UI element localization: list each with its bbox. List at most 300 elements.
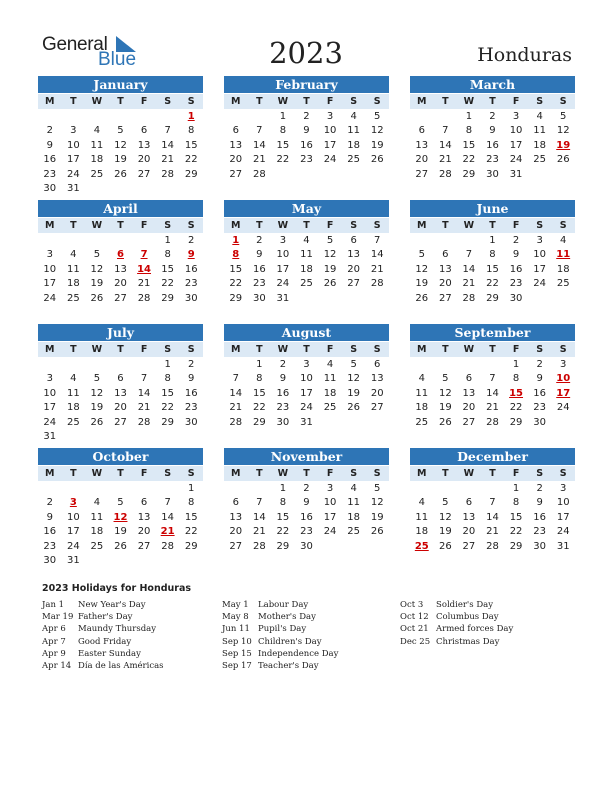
day-cell: 8: [164, 373, 171, 385]
day-cell: 8: [188, 497, 195, 509]
weekday-label: T: [489, 220, 496, 231]
day-cell: 12: [370, 497, 384, 509]
empty-cell: [85, 482, 109, 496]
day-cell: 20: [462, 402, 476, 414]
holiday-row: [42, 599, 164, 611]
day-cell: 19: [370, 139, 384, 151]
day-cell: 7: [256, 497, 263, 509]
day-cell: 22: [276, 154, 290, 166]
day-cell: 19: [347, 387, 360, 399]
day-cell: 17: [323, 511, 337, 523]
day-cell: 7: [140, 373, 148, 385]
day-cell: 9: [46, 511, 53, 523]
day-cell: 25: [415, 416, 429, 428]
weekday-label: M: [417, 468, 427, 479]
empty-cell: [132, 110, 156, 124]
day-cell: 4: [418, 497, 425, 509]
day-cell: 13: [462, 387, 476, 399]
day-cell: 6: [465, 497, 473, 509]
day-cell: 23: [43, 168, 57, 180]
weekday-label: M: [417, 96, 427, 107]
weekday-label: S: [164, 468, 172, 479]
day-cell: 10: [533, 249, 546, 261]
day-cell: 2: [46, 497, 53, 509]
holiday-name: Labour Day: [258, 600, 309, 610]
day-cell: 21: [137, 278, 151, 290]
empty-cell: [457, 234, 481, 248]
day-cell: 3: [326, 111, 334, 122]
month-july: [38, 324, 203, 444]
day-cell: 27: [229, 540, 243, 552]
day-cell: 30: [486, 168, 499, 180]
day-cell: 18: [533, 139, 546, 151]
day-grid: [38, 110, 203, 196]
day-cell: 22: [161, 402, 174, 414]
day-cell: 28: [252, 168, 266, 180]
day-cell: 18: [347, 139, 360, 151]
day-cell: 13: [137, 511, 151, 523]
holiday-row: [42, 636, 164, 648]
weekday-header: [224, 342, 389, 357]
day-cell: 16: [300, 511, 313, 523]
day-cell: 24: [43, 416, 57, 428]
month-october: [38, 448, 203, 568]
weekday-header: [410, 466, 575, 481]
day-cell: 13: [415, 139, 429, 151]
empty-cell: [109, 234, 133, 248]
day-cell: 31: [43, 430, 57, 442]
day-cell: 5: [93, 373, 101, 385]
weekday-label: S: [536, 220, 544, 231]
day-cell: 6: [465, 373, 473, 385]
day-cell: 14: [161, 511, 174, 523]
day-cell: 3: [512, 111, 520, 122]
month-name: April: [38, 200, 203, 217]
holiday-date: May 1: [222, 600, 249, 610]
holiday-date: Apr 6: [42, 624, 66, 635]
day-cell: 28: [370, 278, 384, 290]
day-cell: 16: [252, 263, 266, 275]
day-cell: 15: [252, 387, 266, 399]
year-title: 2023: [269, 36, 343, 70]
day-cell: 24: [323, 154, 337, 166]
day-cell: 1: [279, 111, 287, 122]
holiday-row: [42, 611, 164, 623]
day-cell: 17: [533, 263, 546, 275]
day-cell: 21: [486, 402, 499, 414]
day-cell: 3: [560, 359, 567, 370]
day-cell: 19: [438, 526, 452, 538]
holiday-name: Día de las Américas: [78, 660, 164, 671]
holiday-date: Jan 1: [42, 600, 65, 610]
day-cell: 30: [533, 416, 546, 428]
day-cell: 25: [347, 154, 360, 166]
day-cell: 5: [442, 497, 449, 509]
day-cell: 20: [415, 154, 429, 166]
weekday-label: T: [442, 344, 449, 355]
weekday-header: [224, 218, 389, 233]
holiday-name: Soldier's Day: [436, 600, 493, 610]
day-cell: 30: [184, 416, 198, 428]
day-cell: 15: [486, 263, 499, 275]
day-cell: 16: [533, 511, 546, 523]
day-cell: 31: [556, 540, 570, 552]
day-cell: 21: [486, 526, 499, 538]
day-cell: 10: [323, 497, 337, 509]
day-cell: 8: [279, 125, 287, 137]
weekday-label: F: [140, 344, 148, 355]
weekday-label: T: [70, 220, 77, 231]
empty-cell: [434, 110, 458, 124]
day-cell: 13: [137, 139, 151, 151]
day-cell: 24: [276, 278, 290, 290]
day-cell: 13: [347, 249, 360, 261]
day-cell: 2: [536, 359, 543, 370]
weekday-label: S: [187, 344, 195, 355]
holiday-day-cell: 15: [509, 387, 524, 399]
holiday-row: [222, 623, 338, 635]
weekday-label: W: [91, 96, 103, 107]
day-cell: 22: [184, 526, 198, 538]
day-cell: 11: [90, 511, 104, 523]
weekday-label: T: [303, 96, 310, 107]
holiday-day-cell: 21: [160, 526, 175, 538]
empty-cell: [434, 482, 458, 496]
day-cell: 30: [43, 182, 57, 194]
day-cell: 30: [252, 292, 266, 304]
empty-cell: [85, 110, 109, 124]
day-cell: 22: [276, 526, 290, 538]
holiday-date: Apr 9: [42, 648, 66, 659]
day-cell: 21: [370, 263, 384, 275]
day-cell: 1: [164, 235, 171, 246]
day-cell: 27: [370, 402, 384, 414]
weekday-label: T: [70, 344, 77, 355]
holiday-row: [222, 599, 338, 611]
empty-cell: [62, 482, 86, 496]
weekday-label: T: [70, 96, 77, 107]
day-cell: 28: [161, 168, 174, 180]
day-cell: 14: [486, 387, 499, 399]
weekday-label: W: [277, 220, 289, 231]
holiday-date: Sep 17: [222, 660, 252, 671]
day-cell: 23: [533, 526, 546, 538]
day-cell: 13: [370, 373, 384, 385]
day-cell: 23: [43, 540, 57, 552]
day-cell: 10: [43, 387, 57, 399]
day-cell: 18: [66, 402, 80, 414]
weekday-label: W: [463, 468, 475, 479]
day-cell: 14: [137, 387, 151, 399]
weekday-label: T: [256, 220, 263, 231]
day-cell: 15: [184, 511, 198, 523]
weekday-label: M: [45, 96, 55, 107]
month-name: October: [38, 448, 203, 465]
day-cell: 11: [347, 497, 360, 509]
day-grid: [410, 110, 575, 182]
day-cell: 31: [276, 292, 290, 304]
day-cell: 16: [184, 263, 198, 275]
day-cell: 7: [232, 373, 239, 385]
day-cell: 24: [533, 278, 546, 290]
empty-cell: [85, 358, 109, 372]
day-cell: 18: [556, 263, 570, 275]
day-cell: 1: [465, 111, 473, 122]
day-cell: 10: [66, 139, 80, 151]
day-cell: 8: [256, 373, 263, 385]
day-cell: 9: [256, 249, 263, 261]
day-cell: 29: [252, 416, 266, 428]
day-cell: 15: [229, 263, 243, 275]
day-cell: 29: [184, 168, 198, 180]
weekday-label: S: [187, 96, 195, 107]
weekday-label: T: [442, 468, 449, 479]
empty-cell: [156, 110, 180, 124]
day-cell: 24: [66, 168, 80, 180]
day-cell: 24: [43, 292, 57, 304]
day-cell: 11: [300, 249, 313, 261]
day-cell: 18: [90, 526, 104, 538]
holiday-row: [400, 623, 513, 635]
day-cell: 8: [489, 249, 496, 261]
holiday-date: Jun 11: [222, 624, 250, 635]
empty-cell: [132, 482, 156, 496]
weekday-label: S: [536, 96, 544, 107]
weekday-label: T: [489, 468, 496, 479]
day-cell: 23: [300, 154, 313, 166]
day-cell: 2: [536, 483, 543, 494]
day-cell: 18: [323, 387, 337, 399]
day-cell: 30: [533, 540, 546, 552]
day-cell: 4: [93, 497, 101, 509]
day-cell: 8: [512, 373, 520, 385]
holiday-name: Pupil's Day: [258, 624, 307, 635]
empty-cell: [132, 234, 156, 248]
day-cell: 5: [442, 373, 449, 385]
holiday-day-cell: 14: [137, 263, 152, 275]
day-cell: 16: [486, 139, 499, 151]
month-august: [224, 324, 389, 430]
holiday-name: Good Friday: [78, 636, 132, 647]
day-cell: 29: [509, 416, 523, 428]
day-cell: 27: [137, 540, 151, 552]
day-cell: 21: [137, 402, 151, 414]
day-cell: 3: [326, 483, 334, 494]
day-cell: 14: [252, 139, 266, 151]
empty-cell: [434, 234, 458, 248]
day-cell: 22: [509, 402, 523, 414]
day-cell: 16: [184, 387, 198, 399]
empty-cell: [85, 234, 109, 248]
day-cell: 31: [66, 182, 80, 194]
day-cell: 2: [303, 111, 310, 122]
weekday-label: F: [512, 344, 520, 355]
day-cell: 27: [114, 292, 127, 304]
weekday-label: T: [442, 96, 449, 107]
weekday-label: T: [117, 220, 124, 231]
day-cell: 27: [347, 278, 360, 290]
month-name: February: [224, 76, 389, 93]
holiday-name: Teacher's Day: [258, 660, 319, 671]
day-grid: [224, 482, 389, 554]
day-cell: 9: [489, 125, 496, 137]
holidays-title: 2023 Holidays for Honduras: [42, 583, 192, 594]
day-cell: 12: [347, 373, 360, 385]
month-name: December: [410, 448, 575, 465]
day-cell: 3: [279, 235, 287, 246]
day-cell: 25: [323, 402, 337, 414]
weekday-label: T: [256, 468, 263, 479]
day-grid: [224, 234, 389, 306]
empty-cell: [38, 234, 62, 248]
day-cell: 8: [279, 497, 287, 509]
holiday-name: Christmas Day: [436, 636, 500, 647]
day-cell: 4: [70, 249, 77, 261]
day-cell: 5: [560, 111, 567, 122]
empty-cell: [457, 358, 481, 372]
day-cell: 20: [137, 526, 151, 538]
day-cell: 27: [462, 540, 476, 552]
day-cell: 16: [533, 387, 546, 399]
empty-cell: [38, 482, 62, 496]
weekday-label: F: [326, 96, 334, 107]
day-cell: 17: [66, 154, 80, 166]
day-cell: 6: [418, 125, 425, 137]
month-june: [410, 200, 575, 306]
day-cell: 26: [114, 540, 127, 552]
weekday-label: T: [303, 468, 310, 479]
day-cell: 28: [462, 292, 476, 304]
weekday-label: W: [91, 344, 103, 355]
day-cell: 20: [137, 154, 151, 166]
month-name: May: [224, 200, 389, 217]
day-cell: 14: [438, 139, 452, 151]
day-cell: 20: [462, 526, 476, 538]
day-cell: 3: [46, 373, 53, 385]
day-cell: 5: [117, 125, 124, 137]
weekday-label: T: [256, 344, 263, 355]
day-cell: 19: [415, 278, 429, 290]
day-cell: 30: [300, 540, 313, 552]
weekday-label: S: [536, 468, 544, 479]
month-name: September: [410, 324, 575, 341]
day-cell: 5: [418, 249, 425, 261]
weekday-label: M: [45, 344, 55, 355]
holiday-name: Easter Sunday: [78, 648, 141, 659]
empty-cell: [434, 358, 458, 372]
day-cell: 12: [438, 387, 452, 399]
day-cell: 21: [462, 278, 476, 290]
day-cell: 25: [300, 278, 313, 290]
day-cell: 6: [140, 125, 148, 137]
holiday-row: [222, 611, 338, 623]
weekday-label: F: [512, 468, 520, 479]
weekday-label: S: [559, 220, 567, 231]
day-cell: 12: [323, 249, 337, 261]
day-cell: 26: [90, 292, 104, 304]
empty-cell: [481, 482, 505, 496]
day-cell: 24: [323, 526, 337, 538]
holiday-day-cell: 19: [556, 139, 571, 151]
day-cell: 10: [509, 125, 523, 137]
day-cell: 15: [509, 511, 523, 523]
day-cell: 1: [489, 235, 496, 246]
day-cell: 2: [188, 235, 195, 246]
day-cell: 4: [536, 111, 543, 122]
day-cell: 3: [70, 125, 77, 137]
day-cell: 15: [276, 511, 290, 523]
day-cell: 8: [512, 497, 520, 509]
weekday-label: M: [417, 344, 427, 355]
day-cell: 18: [300, 263, 313, 275]
holiday-name: Columbus Day: [436, 612, 499, 623]
empty-cell: [457, 482, 481, 496]
day-cell: 25: [66, 416, 80, 428]
month-name: January: [38, 76, 203, 93]
holiday-name: Armed forces Day: [436, 624, 514, 635]
day-cell: 29: [509, 540, 523, 552]
holiday-name: Independence Day: [258, 648, 339, 659]
weekday-label: W: [277, 468, 289, 479]
day-cell: 12: [90, 263, 104, 275]
day-cell: 3: [536, 235, 543, 246]
day-cell: 23: [533, 402, 546, 414]
day-cell: 23: [184, 278, 198, 290]
day-cell: 16: [43, 154, 57, 166]
day-grid: [224, 358, 389, 430]
day-cell: 13: [462, 511, 476, 523]
day-cell: 10: [323, 125, 337, 137]
day-cell: 8: [164, 249, 171, 261]
day-grid: [38, 482, 203, 568]
holiday-row: [400, 599, 513, 611]
day-cell: 10: [66, 511, 80, 523]
weekday-label: T: [70, 468, 77, 479]
holiday-day-cell: 25: [414, 540, 429, 552]
day-cell: 12: [415, 263, 429, 275]
day-cell: 1: [512, 359, 520, 370]
day-cell: 29: [462, 168, 476, 180]
day-cell: 26: [370, 526, 384, 538]
day-cell: 19: [114, 154, 127, 166]
day-cell: 17: [300, 387, 313, 399]
day-cell: 28: [229, 416, 243, 428]
weekday-label: T: [117, 96, 124, 107]
day-cell: 25: [347, 526, 360, 538]
month-december: [410, 448, 575, 554]
day-cell: 28: [137, 416, 151, 428]
holiday-name: Mother's Day: [258, 612, 316, 623]
day-cell: 23: [300, 526, 313, 538]
day-cell: 6: [117, 373, 124, 385]
day-cell: 19: [370, 511, 384, 523]
day-cell: 23: [486, 154, 499, 166]
weekday-label: W: [463, 344, 475, 355]
day-cell: 30: [276, 416, 290, 428]
weekday-label: F: [140, 220, 148, 231]
empty-cell: [109, 358, 133, 372]
holiday-row: [222, 636, 338, 648]
day-cell: 27: [438, 292, 452, 304]
day-cell: 16: [43, 526, 57, 538]
weekday-label: W: [463, 96, 475, 107]
holiday-row: [222, 648, 338, 660]
empty-cell: [38, 358, 62, 372]
day-cell: 16: [276, 387, 290, 399]
weekday-label: T: [303, 220, 310, 231]
day-cell: 22: [486, 278, 499, 290]
weekday-label: T: [489, 344, 496, 355]
